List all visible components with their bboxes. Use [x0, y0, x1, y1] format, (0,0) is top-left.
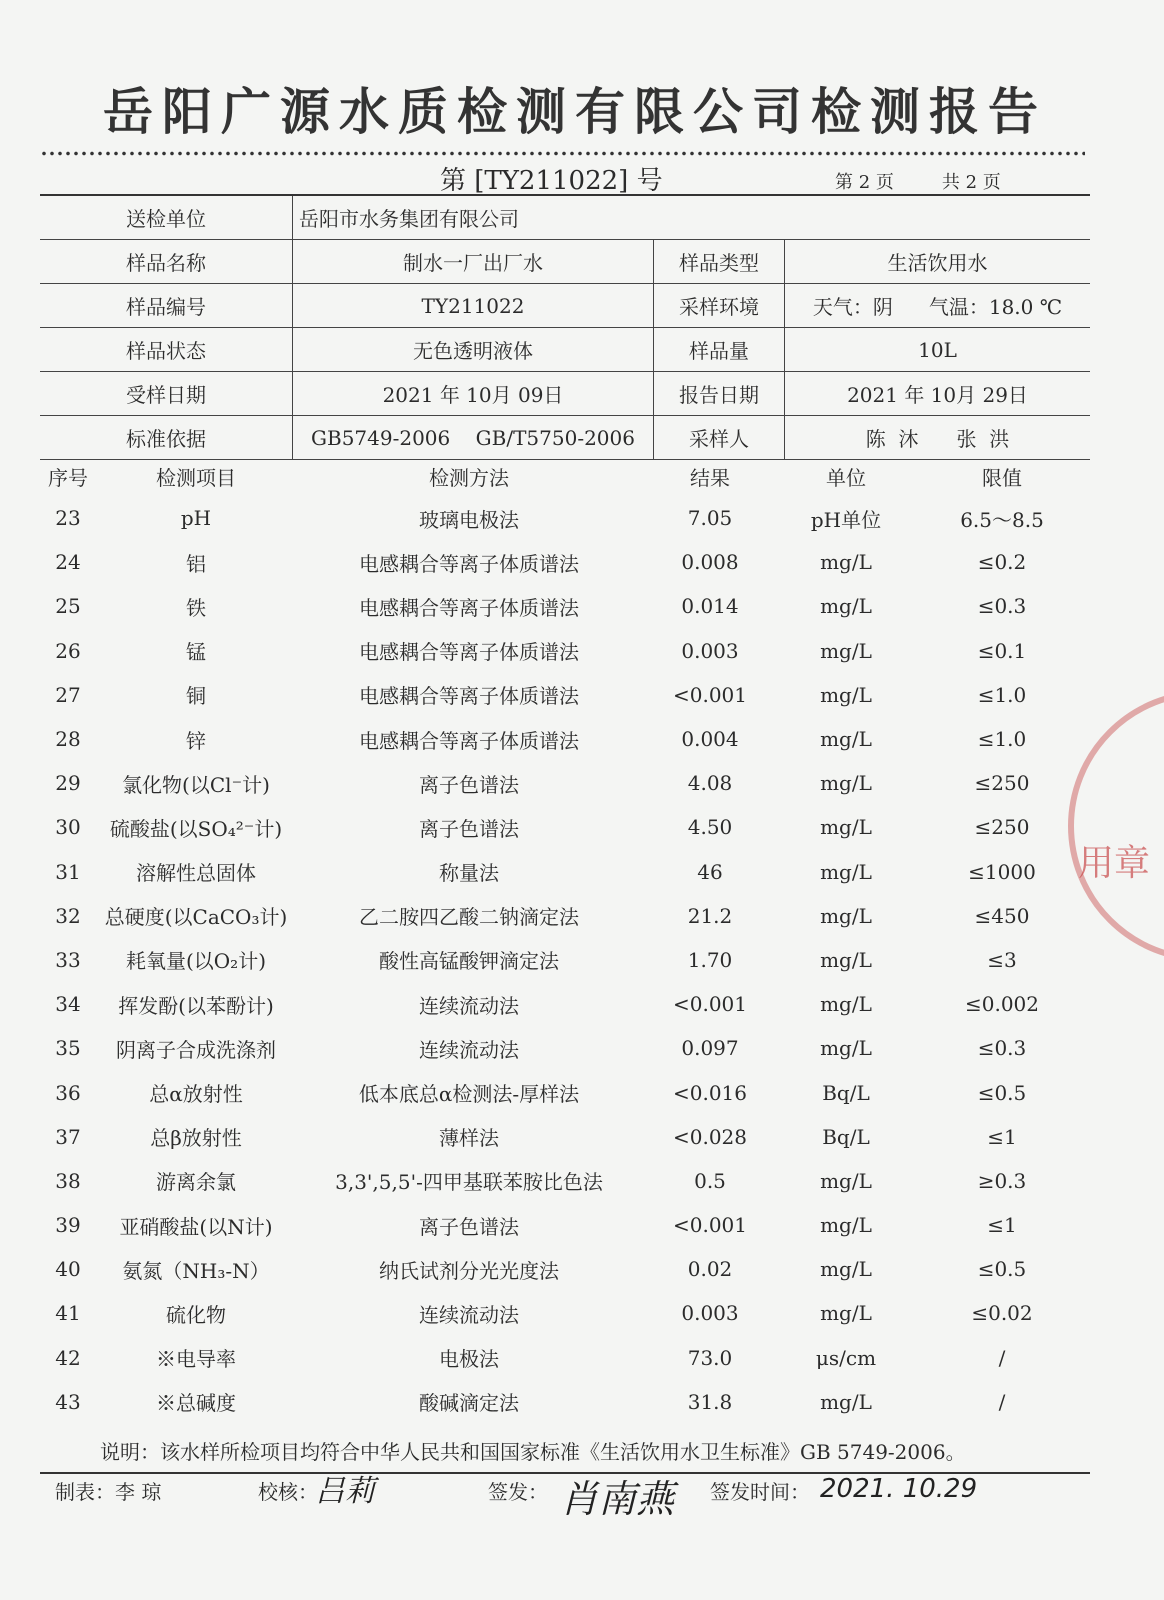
page-total: 共 2 页	[941, 172, 1001, 193]
test-method: 离子色谱法	[419, 816, 519, 841]
submitting-unit-label: 送检单位	[40, 196, 293, 240]
test-item: 游离余氯	[156, 1170, 236, 1195]
test-unit: mg/L	[820, 1036, 872, 1061]
test-item: 耗氧量(以O₂计)	[125, 949, 267, 974]
test-item: 总硬度(以CaCO₃计)	[104, 905, 288, 930]
col-header-no: 序号	[48, 465, 88, 490]
page-info	[835, 168, 1001, 194]
table-row	[40, 629, 1090, 673]
test-unit: mg/L	[820, 550, 872, 575]
test-method: 连续流动法	[419, 1037, 519, 1062]
seal-text: 用章	[1078, 843, 1151, 884]
row-number: 37	[55, 1124, 81, 1149]
table-row	[40, 761, 1090, 805]
table-row	[40, 1159, 1090, 1203]
test-method: 酸性高锰酸钾滴定法	[379, 949, 559, 974]
row-number: 34	[55, 992, 81, 1017]
table-row	[40, 1336, 1090, 1380]
row-number: 25	[55, 594, 81, 619]
table-row	[40, 584, 1090, 628]
info-row	[40, 284, 1090, 328]
env-label: 采样环境	[654, 284, 785, 328]
title-divider	[40, 150, 1085, 157]
info-row	[40, 372, 1090, 416]
test-limit: ≤1.0	[977, 727, 1027, 752]
row-number: 32	[55, 903, 81, 928]
test-item: ※电导率	[156, 1347, 236, 1372]
checked-label: 校核：	[258, 1480, 318, 1504]
test-unit: mg/L	[820, 771, 872, 796]
test-method: 薄样法	[439, 1126, 499, 1151]
test-unit: mg/L	[820, 859, 872, 884]
weather-value: 天气：阴	[812, 295, 893, 319]
test-limit: ≤0.02	[971, 1301, 1033, 1326]
test-result: 73.0	[687, 1345, 733, 1370]
test-result: 46	[697, 859, 723, 884]
test-unit: mg/L	[820, 815, 872, 840]
standard-value: GB5749-2006 GB/T5750-2006	[293, 416, 654, 460]
test-method: 连续流动法	[419, 1302, 519, 1327]
test-limit: ≤1000	[968, 859, 1036, 884]
test-item: 阴离子合成洗涤剂	[116, 1037, 276, 1062]
test-item: 氯化物(以Cl⁻计)	[122, 772, 270, 797]
test-item: 亚硝酸盐(以N计)	[119, 1214, 273, 1239]
sampler-label: 采样人	[654, 416, 785, 460]
env-value	[785, 284, 1091, 328]
test-result: 0.004	[681, 727, 739, 752]
results-body	[40, 496, 1090, 1424]
test-method: 电极法	[439, 1347, 499, 1372]
table-row	[40, 717, 1090, 761]
table-row	[40, 894, 1090, 938]
test-method: 酸碱滴定法	[419, 1391, 519, 1416]
state-label: 样品状态	[40, 328, 293, 372]
approved-signature: 肖南燕	[560, 1477, 675, 1521]
test-unit: mg/L	[820, 1257, 872, 1282]
test-limit: /	[998, 1345, 1006, 1370]
test-item: pH	[180, 506, 212, 531]
test-unit: mg/L	[820, 1168, 872, 1193]
quantity-label: 样品量	[654, 328, 785, 372]
test-unit: mg/L	[820, 1213, 872, 1238]
sample-no-value: TY211022	[293, 284, 654, 328]
report-title: 岳阳广源水质检测有限公司检测报告	[103, 83, 1047, 141]
sample-type-label: 样品类型	[654, 240, 785, 284]
test-item: 硫酸盐(以SO₄²⁻计)	[109, 816, 283, 841]
test-method: 电感耦合等离子体质谱法	[359, 640, 579, 665]
approved-label: 签发：	[488, 1480, 548, 1504]
test-result: 7.05	[687, 506, 733, 531]
test-limit: ≤0.3	[977, 594, 1027, 619]
test-method: 乙二胺四乙酸二钠滴定法	[359, 905, 579, 930]
test-result: <0.001	[672, 992, 747, 1017]
test-unit: mg/L	[820, 638, 872, 663]
test-item: 总α放射性	[149, 1082, 243, 1107]
test-result: 0.097	[681, 1036, 739, 1061]
test-method: 电感耦合等离子体质谱法	[359, 595, 579, 620]
table-row	[40, 1247, 1090, 1291]
test-unit: mg/L	[820, 903, 872, 928]
test-limit: ≤3	[987, 947, 1017, 972]
test-unit: mg/L	[820, 682, 872, 707]
table-row	[40, 938, 1090, 982]
row-number: 31	[55, 859, 81, 884]
table-row	[40, 1380, 1090, 1424]
test-item: 硫化物	[166, 1302, 226, 1327]
test-method: 电感耦合等离子体质谱法	[359, 551, 579, 576]
table-row	[40, 540, 1090, 584]
test-limit: ≤0.1	[977, 638, 1027, 663]
test-unit: Bq/L	[822, 1124, 870, 1149]
info-row	[40, 328, 1090, 372]
standard-label: 标准依据	[40, 416, 293, 460]
report-number: 第 [TY211022] 号	[440, 166, 663, 196]
test-item: 铝	[186, 551, 206, 576]
row-number: 24	[55, 550, 81, 575]
row-number: 40	[55, 1257, 81, 1282]
table-row	[40, 496, 1090, 540]
temperature-value: 气温：18.0 ℃	[928, 295, 1063, 319]
receipt-date-value: 2021 年 10月 09日	[293, 372, 654, 416]
sampler-value: 陈 沐 张 洪	[785, 416, 1091, 460]
col-header-unit: 单位	[826, 465, 866, 490]
test-method: 连续流动法	[419, 993, 519, 1018]
test-result: <0.028	[672, 1124, 747, 1149]
test-limit: ≤0.3	[977, 1036, 1027, 1061]
test-unit: mg/L	[820, 1389, 872, 1414]
test-result: <0.001	[672, 1213, 747, 1238]
quantity-value: 10L	[785, 328, 1091, 372]
info-row	[40, 416, 1090, 460]
test-limit: ≤1	[987, 1124, 1017, 1149]
row-number: 23	[55, 506, 81, 531]
results-header-row	[40, 456, 1090, 496]
test-limit: ≤250	[974, 815, 1030, 840]
row-number: 27	[55, 682, 81, 707]
test-method: 低本底总α检测法-厚样法	[358, 1082, 580, 1107]
sample-no-label: 样品编号	[40, 284, 293, 328]
submitting-unit-value: 岳阳市水务集团有限公司	[293, 196, 1091, 240]
sample-name-label: 样品名称	[40, 240, 293, 284]
test-limit: 6.5～8.5	[960, 507, 1044, 532]
issue-time-value: 2021. 10.29	[820, 1474, 978, 1504]
row-number: 41	[55, 1301, 81, 1326]
test-result: 0.003	[681, 638, 739, 663]
row-number: 43	[55, 1389, 81, 1414]
test-limit: /	[998, 1389, 1006, 1414]
test-unit: mg/L	[820, 594, 872, 619]
row-number: 29	[55, 771, 81, 796]
col-header-item: 检测项目	[156, 465, 236, 490]
test-item: 锌	[186, 728, 206, 753]
table-row	[40, 1115, 1090, 1159]
report-date-label: 报告日期	[654, 372, 785, 416]
test-result: 0.5	[694, 1168, 726, 1193]
test-unit: pH单位	[810, 507, 882, 532]
test-result: 4.50	[687, 815, 733, 840]
test-method: 称量法	[439, 861, 499, 886]
test-result: 4.08	[687, 771, 733, 796]
row-number: 39	[55, 1213, 81, 1238]
test-item: 氨氮（NH₃-N）	[122, 1258, 270, 1283]
table-row	[40, 805, 1090, 849]
test-unit: mg/L	[820, 727, 872, 752]
test-item: 铁	[186, 595, 206, 620]
test-limit: ≤1.0	[977, 682, 1027, 707]
row-number: 36	[55, 1080, 81, 1105]
test-limit: ≤0.002	[964, 992, 1039, 1017]
test-result: <0.016	[672, 1080, 747, 1105]
test-result: 0.003	[681, 1301, 739, 1326]
row-number: 30	[55, 815, 81, 840]
test-result: 0.008	[681, 550, 739, 575]
test-result: <0.001	[672, 682, 747, 707]
table-row	[40, 1291, 1090, 1335]
test-method: 3,3',5,5'-四甲基联苯胺比色法	[335, 1170, 603, 1195]
test-limit: ≤0.5	[977, 1257, 1027, 1282]
test-item: 总β放射性	[150, 1126, 242, 1151]
test-method: 离子色谱法	[419, 1214, 519, 1239]
sample-name-value: 制水一厂出厂水	[293, 240, 654, 284]
info-row	[40, 240, 1090, 284]
test-item: 铜	[186, 684, 206, 709]
test-method: 离子色谱法	[419, 772, 519, 797]
test-item: 挥发酚(以苯酚计)	[118, 993, 274, 1018]
test-unit: mg/L	[820, 1301, 872, 1326]
receipt-date-label: 受样日期	[40, 372, 293, 416]
row-number: 42	[55, 1345, 81, 1370]
table-row	[40, 982, 1090, 1026]
test-unit: mg/L	[820, 992, 872, 1017]
test-item: 锰	[186, 640, 206, 665]
test-unit: mg/L	[820, 947, 872, 972]
row-number: 26	[55, 638, 81, 663]
conclusion-note: 说明：该水样所检项目均符合中华人民共和国国家标准《生活饮用水卫生标准》GB 5749-2006。	[100, 1440, 966, 1464]
table-row	[40, 1026, 1090, 1070]
test-limit: ≤250	[974, 771, 1030, 796]
test-result: 0.02	[687, 1257, 733, 1282]
test-result: 21.2	[687, 903, 733, 928]
test-limit: ≤0.5	[977, 1080, 1027, 1105]
col-header-method: 检测方法	[429, 465, 509, 490]
test-result: 1.70	[687, 947, 733, 972]
table-row	[40, 850, 1090, 894]
test-method: 电感耦合等离子体质谱法	[359, 684, 579, 709]
sample-type-value: 生活饮用水	[785, 240, 1091, 284]
sample-info-table	[40, 196, 1090, 460]
prepared-by: 制表：李 琼	[55, 1480, 162, 1504]
row-number: 33	[55, 947, 81, 972]
test-method: 玻璃电极法	[419, 507, 519, 532]
col-header-result: 结果	[690, 465, 730, 490]
test-method: 纳氏试剂分光光度法	[379, 1258, 559, 1283]
test-item: ※总碱度	[156, 1391, 236, 1416]
test-result: 31.8	[687, 1389, 733, 1414]
test-result: 0.014	[681, 594, 739, 619]
table-row	[40, 673, 1090, 717]
page-current: 第 2 页	[835, 172, 894, 193]
col-header-limit: 限值	[982, 465, 1022, 490]
issue-time-label: 签发时间：	[710, 1480, 810, 1504]
row-number: 28	[55, 727, 81, 752]
test-limit: ≤0.2	[977, 550, 1027, 575]
results-table	[40, 456, 1090, 1424]
test-limit: ≤450	[974, 903, 1030, 928]
table-row	[40, 1070, 1090, 1114]
checked-signature: 吕莉	[315, 1474, 375, 1509]
test-limit: ≤1	[987, 1213, 1017, 1238]
test-limit: ≥0.3	[977, 1168, 1027, 1193]
info-row	[40, 196, 1090, 240]
report-date-value: 2021 年 10月 29日	[785, 372, 1091, 416]
table-row	[40, 1203, 1090, 1247]
row-number: 35	[55, 1036, 81, 1061]
row-number: 38	[55, 1168, 81, 1193]
test-item: 溶解性总固体	[136, 861, 256, 886]
state-value: 无色透明液体	[293, 328, 654, 372]
test-unit: μs/cm	[815, 1345, 877, 1370]
test-method: 电感耦合等离子体质谱法	[359, 728, 579, 753]
test-unit: Bq/L	[822, 1080, 870, 1105]
